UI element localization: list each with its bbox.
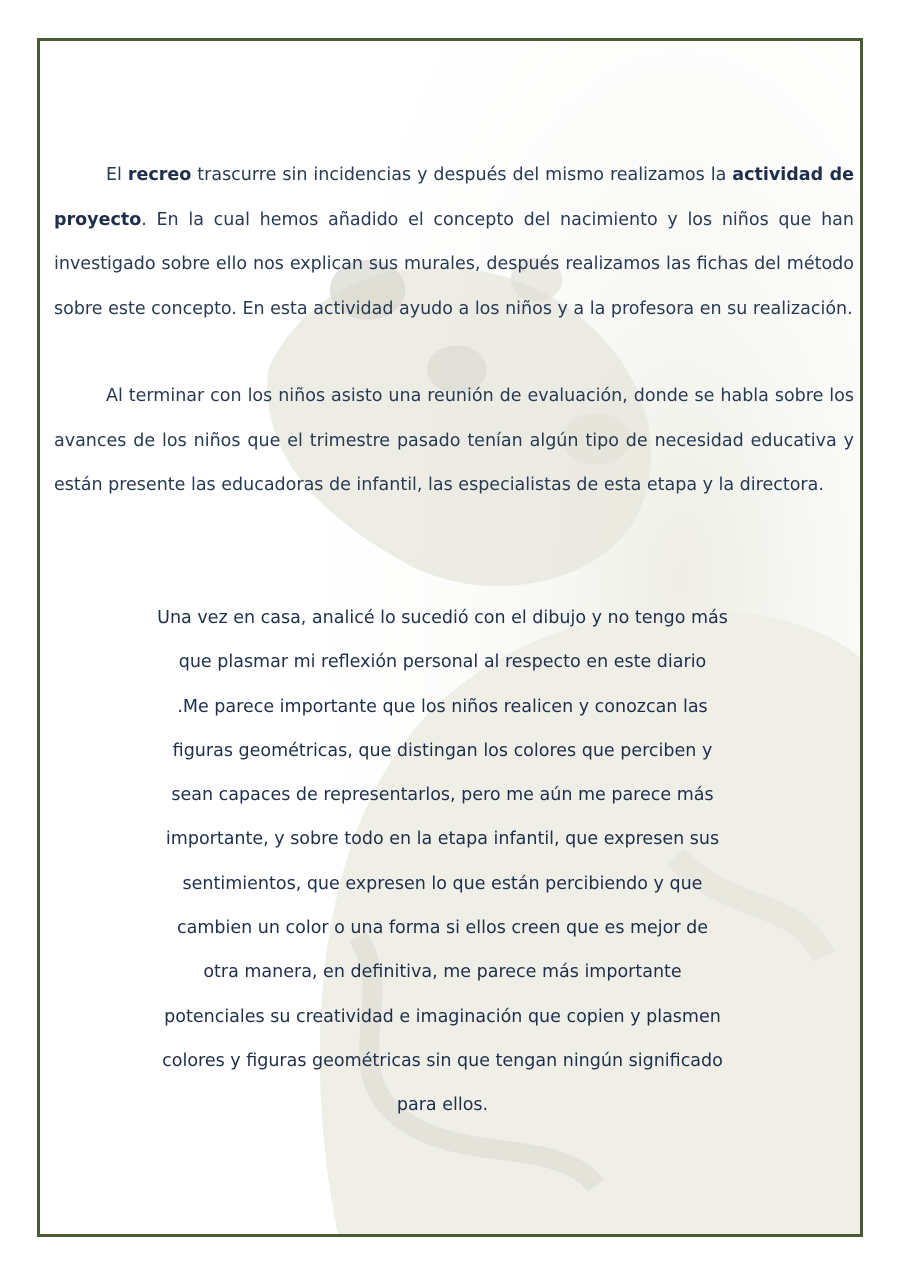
paragraph-recreo	[54, 153, 854, 331]
reflection-line: potenciales su creatividad e imaginación que copien y plasmen	[164, 1006, 721, 1027]
paragraph-rest-text: . En la cual hemos añadido el concepto del nacimiento y los niños que han investigado sobre ello nos explican sus murales, después realizamos las fichas del método sobre este concepto. En esta actividad ayudo a los niños y a la profesora en su realización.	[54, 209, 854, 319]
reflection-line: sean capaces de representarlos, pero me aún me parece más	[171, 785, 714, 806]
recreo-bold: recreo	[127, 165, 192, 185]
actividad-bold: actividad de proyecto	[54, 165, 855, 230]
reflection-line: figuras geométricas, que distingan los colores que perciben y	[172, 740, 713, 761]
reflection-line: Una vez en casa, analicé lo sucedió con el dibujo y no tengo más	[157, 608, 728, 628]
reflection-line: que plasmar mi reflexión personal al respecto en este diario	[178, 652, 707, 673]
paragraph-mid-text: trascurre sin incidencias y después del mismo realizamos la	[191, 165, 733, 185]
page-frame	[37, 38, 863, 1237]
reflection-line: sentimientos, que expresen lo que están percibiendo y que	[182, 873, 703, 894]
reflection-line: colores y figuras geométricas sin que tengan ningún significado	[162, 1050, 723, 1071]
reflection-line: para ellos.	[396, 1095, 489, 1116]
reflection-line: importante, y sobre todo en la etapa infantil, que expresen sus	[165, 829, 720, 850]
paragraph-evaluacion	[54, 374, 854, 508]
reflection-block	[80, 596, 805, 1128]
reflection-line: cambien un color o una forma si ellos creen que es mejor de	[176, 918, 709, 939]
paragraph-evaluacion-text: Al terminar con los niños asisto una reunión de evaluación, donde se habla sobre los avances de los niños que el trimestre pasado tenían algún tipo de necesidad educativa y están presente las educadoras de infantil, las especialistas de esta etapa y la directora.	[54, 386, 854, 495]
reflection-line: .Me parece importante que los niños realicen y conozcan las	[177, 696, 708, 717]
reflection-line: otra manera, en definitiva, me parece más importante	[203, 962, 682, 983]
paragraph-intro-text: El	[106, 165, 128, 185]
